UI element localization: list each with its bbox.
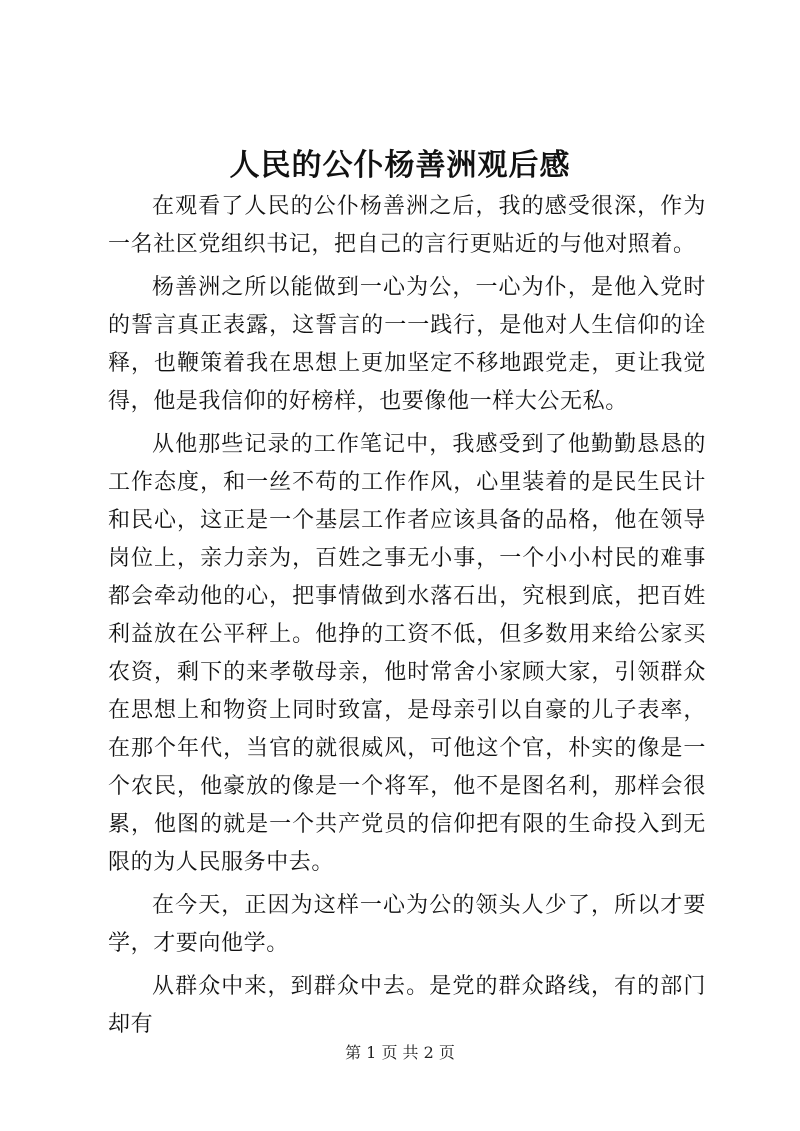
paragraph-3: 从他那些记录的工作笔记中，我感受到了他勤勤恳恳的工作态度，和一丝不苟的工作作风，心里装着的是民生民计和民心，这正是一个基层工作者应该具备的品格，他在领导岗位上，亲力亲为，百姓之事无小事，一个小小村民的难事都会牵动他的心，把事情做到水落石出，究根到底，把百姓利益放在公平秤上。他挣的工资不低，但多数用来给公家买农资，剩下的来孝敬母亲，他时常舍小家顾大家，引领群众在思想上和物资上同时致富，是母亲引以自豪的儿子表率，在那个年代，当官的就很威风，可他这个官，朴实的像是一个农民，他豪放的像是一个将军，他不是图名利，那样会很累，他图的就是一个共产党员的信仰把有限的生命投入到无限的为人民服务中去。: [108, 432, 706, 875]
paragraph-1: 在观看了人民的公仆杨善洲之后，我的感受很深，作为一名社区党组织书记，把自己的言行更贴近的与他对照着。: [108, 194, 706, 257]
paragraph-2: 杨善洲之所以能做到一心为公，一心为仆，是他入党时的誓言真正表露，这誓言的一一践行，是他对人生信仰的诠释，也鞭策着我在思想上更加坚定不移地跟党走，更让我觉得，他是我信仰的好榜样，也要像他一样大公无私。: [108, 275, 706, 414]
paragraph-5: 从群众中来，到群众中去。是党的群众路线，有的部门却有: [108, 974, 706, 1037]
page-number-footer: 第 1 页 共 2 页: [345, 1043, 455, 1062]
document-body: [108, 188, 706, 1049]
document-title: 人民的公仆杨善洲观后感: [229, 148, 571, 183]
paragraph-4: 在今天，正因为这样一心为公的领头人少了，所以才要学，才要向他学。: [108, 893, 706, 956]
